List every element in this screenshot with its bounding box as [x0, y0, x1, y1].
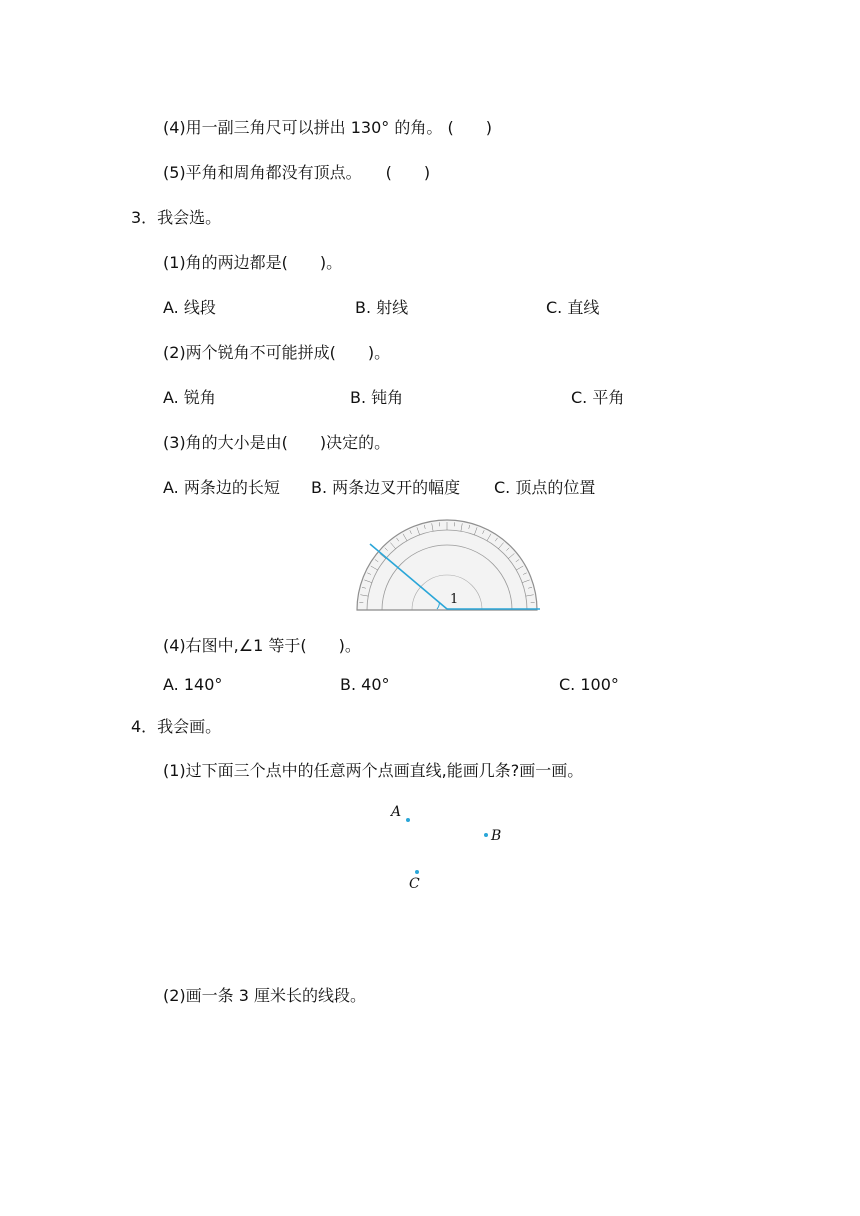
angle-label: 1: [450, 592, 459, 607]
point-b-label: B: [491, 828, 502, 844]
option-3-3-c[interactable]: C. 顶点的位置: [494, 478, 596, 497]
option-3-1-b[interactable]: B. 射线: [355, 298, 409, 317]
option-3-4-b[interactable]: B. 40°: [340, 675, 390, 694]
point-c-label: C: [409, 876, 420, 892]
question-3-4: (4)右图中,∠1 等于( )。: [163, 636, 361, 655]
question-2-4: (4)用一副三角尺可以拼出 130° 的角。 ( ): [163, 118, 492, 137]
point-a-label: A: [391, 804, 402, 820]
question-3-1: (1)角的两边都是( )。: [163, 253, 343, 272]
option-3-3-a[interactable]: A. 两条边的长短: [163, 478, 280, 497]
question-3-3: (3)角的大小是由( )决定的。: [163, 433, 391, 452]
section-4-heading: 4．我会画。: [131, 717, 222, 736]
points-figure: [385, 800, 525, 900]
protractor-figure: [352, 515, 542, 615]
point-a-dot: [406, 818, 410, 822]
section-3-heading: 3．我会选。: [131, 208, 222, 227]
option-3-3-b[interactable]: B. 两条边叉开的幅度: [311, 478, 461, 497]
protractor: [357, 520, 537, 610]
option-3-2-c[interactable]: C. 平角: [571, 388, 625, 407]
question-4-1: (1)过下面三个点中的任意两个点画直线,能画几条?画一画。: [163, 761, 584, 780]
option-3-1-a[interactable]: A. 线段: [163, 298, 216, 317]
option-3-1-c[interactable]: C. 直线: [546, 298, 600, 317]
question-3-2: (2)两个锐角不可能拼成( )。: [163, 343, 391, 362]
option-3-4-c[interactable]: C. 100°: [559, 675, 619, 694]
option-3-2-a[interactable]: A. 锐角: [163, 388, 216, 407]
option-3-2-b[interactable]: B. 钝角: [350, 388, 404, 407]
question-4-2: (2)画一条 3 厘米长的线段。: [163, 986, 367, 1005]
point-b-dot: [484, 833, 488, 837]
option-3-4-a[interactable]: A. 140°: [163, 675, 223, 694]
point-c-dot: [415, 870, 419, 874]
question-2-5: (5)平角和周角都没有顶点。 ( ): [163, 163, 431, 182]
